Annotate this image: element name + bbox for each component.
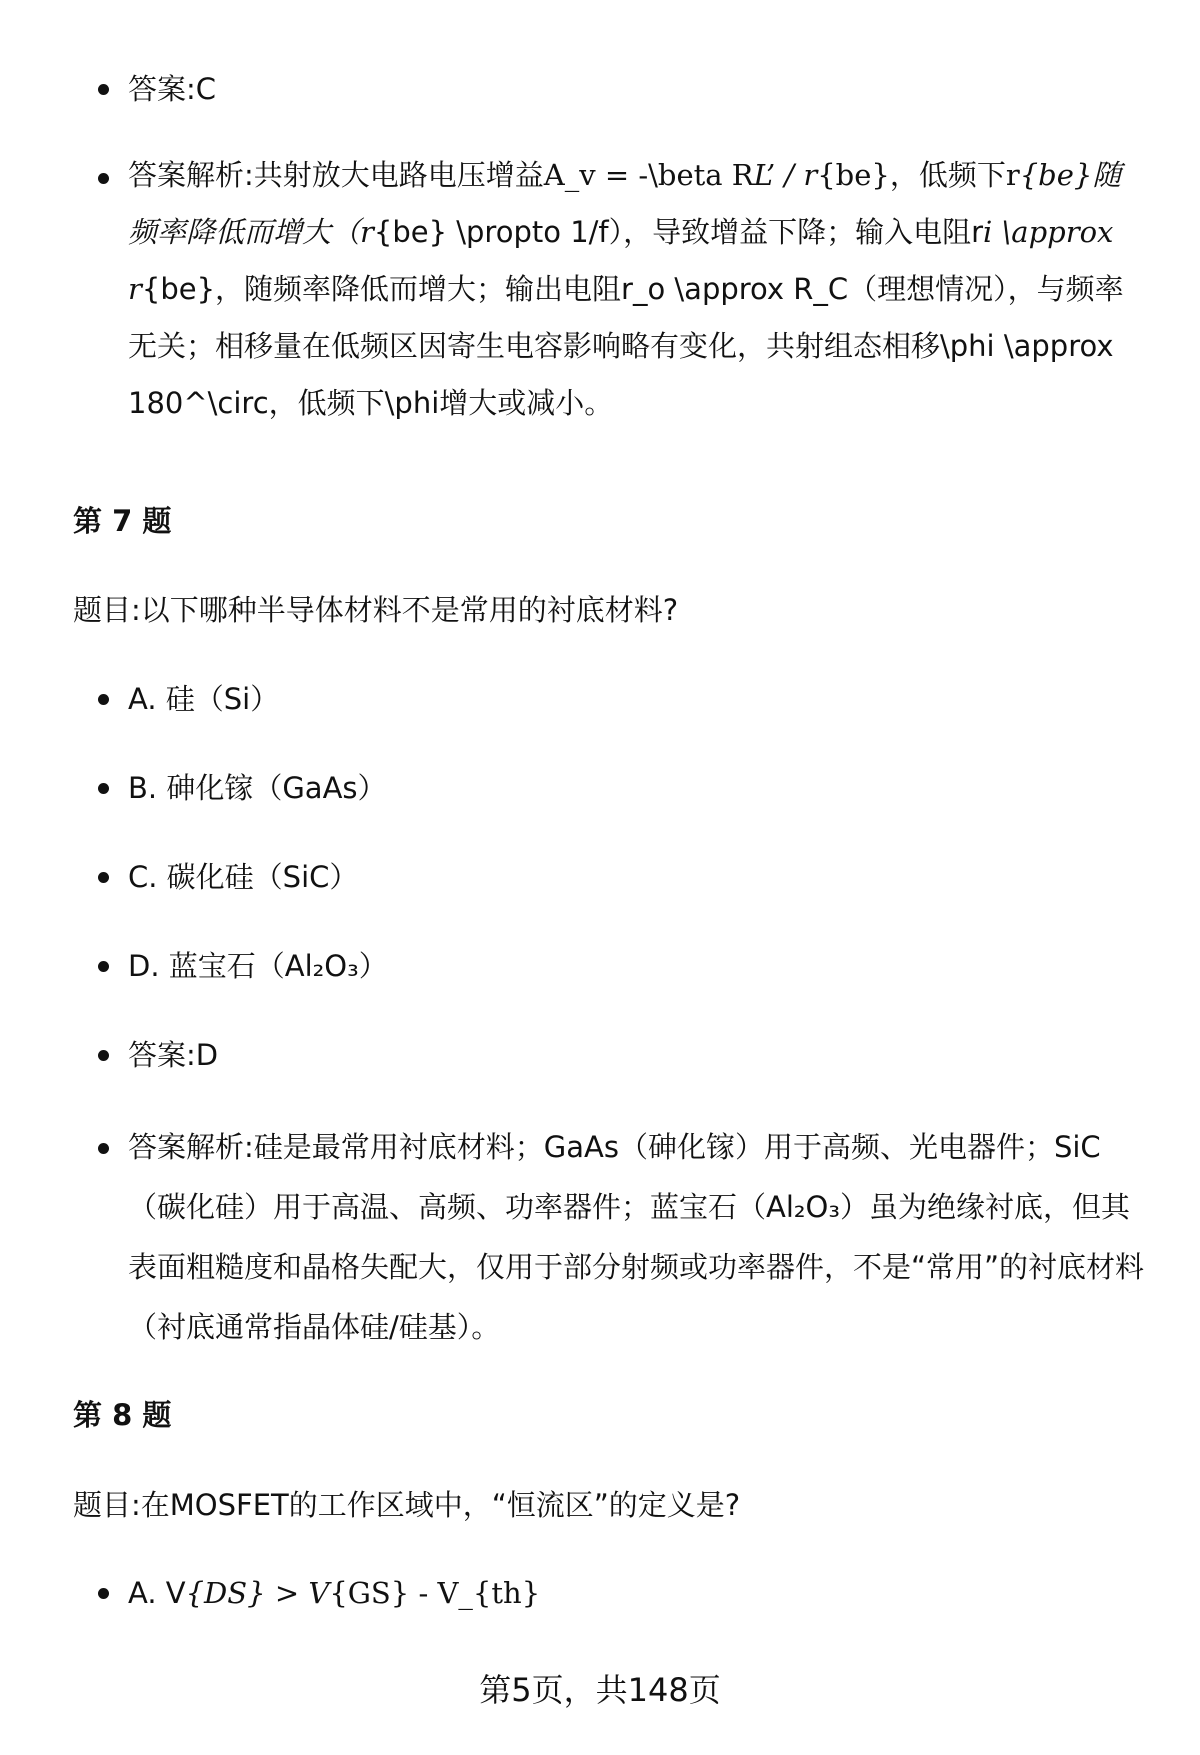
q6-expl-s4: {be}，低频下r [817, 158, 1020, 192]
q6-expl-s3: L’ / r [753, 158, 818, 192]
q6-expl-s8: {be}，随频率降低而增大；输出电阻r_o \approx R_C（理想情况），与频率无关；相移量在低频区因寄生电容影响略有变化，共射组态相移\phi \approx 180^\circ，低频下\phi增大或减小。 [128, 272, 1124, 420]
q7-option-b: B. 砷化镓（GaAs） [0, 757, 1200, 819]
q8-options [0, 1562, 1200, 1624]
q7-option-d: D. 蓝宝石（Al₂O₃） [0, 935, 1200, 997]
q7-heading: 第 7 题 [73, 504, 172, 538]
q8-option-a-p1: {DS} > V [185, 1576, 330, 1610]
q8-heading: 第 8 题 [73, 1398, 172, 1432]
q7-option-a: A. 硅（Si） [0, 668, 1200, 730]
q7-answer: 答案:D [0, 1024, 1200, 1086]
q8-stem: 题目:在MOSFET的工作区域中，“恒流区”的定义是? [73, 1488, 741, 1522]
q6-answer [0, 58, 1200, 120]
q6-answer-list [0, 58, 1200, 432]
q7-option-c: C. 碳化硅（SiC） [0, 846, 1200, 908]
q8-option-a-prefix: A. V [128, 1576, 186, 1610]
q6-answer-text: 答案:C [128, 72, 217, 106]
q6-expl-s5: {be}随频率降低而增大（r [128, 158, 1122, 249]
q7-explanation: 答案解析:硅是最常用衬底材料；GaAs（砷化镓）用于高频、光电器件；SiC（碳化硅）用于高温、高频、功率器件；蓝宝石（Al₂O₃）虽为绝缘衬底，但其表面粗糙度和晶格失配大，仅用于部分射频或功率器件，不是“常用”的衬底材料（衬底通常指晶体硅/硅基）。 [0, 1117, 1200, 1357]
q6-expl-s2: A_v = -\beta R [543, 158, 754, 192]
q8-option-a-p2: {GS} - V_{th} [329, 1576, 541, 1610]
q7-stem: 题目:以下哪种半导体材料不是常用的衬底材料? [73, 593, 679, 627]
q7-explanation-list [0, 1117, 1200, 1357]
q8-option-a [0, 1562, 1200, 1624]
q6-expl-s1: 答案解析:共射放大电路电压增益 [128, 158, 544, 192]
q6-expl-s7: i \approx r [128, 215, 1114, 306]
q7-options [0, 668, 1200, 1113]
page-footer: 第5页，共148页 [479, 1671, 721, 1709]
q6-expl-s6: {be} \propto 1/f），导致增益下降；输入电阻r [373, 215, 984, 249]
q6-explanation [0, 147, 1200, 432]
